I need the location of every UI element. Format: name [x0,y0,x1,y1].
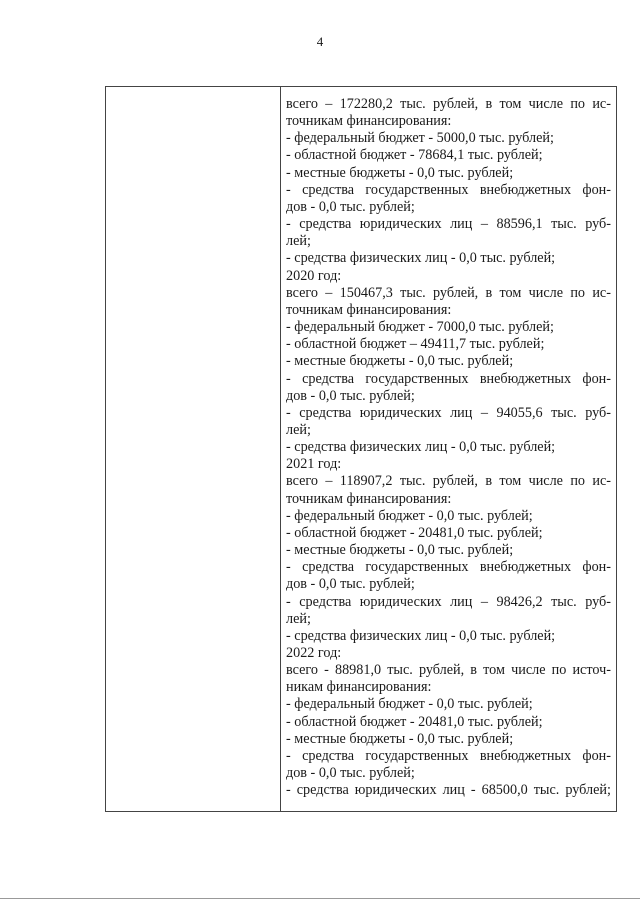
text-line: точникам финансирования: [286,301,452,318]
text-line: дов - 0,0 тыс. рублей; [286,765,415,782]
text-line: - федеральный бюджет - 0,0 тыс. рублей; [286,507,533,524]
text-line: - средства физических лиц - 0,0 тыс. рублей; [286,627,556,644]
text-line: - местные бюджеты - 0,0 тыс. рублей; [286,353,514,370]
text-line: - средства юридических лиц – 94055,6 тыс. руб- [286,404,611,421]
text-line: лей; [286,233,311,250]
text-line: - средства юридических лиц – 98426,2 тыс. руб- [286,593,611,610]
text-line: всего – 150467,3 тыс. рублей, в том числе по ис- [286,284,611,301]
text-line: дов - 0,0 тыс. рублей; [286,387,415,404]
funding-table [105,86,617,812]
text-line: - средства государственных внебюджетных фон- [286,559,611,576]
text-line: лей; [286,610,311,627]
text-line: - средства физических лиц - 0,0 тыс. рублей; [286,439,556,456]
text-line: - средства государственных внебюджетных фон- [286,747,611,764]
text-line: дов - 0,0 тыс. рублей; [286,576,415,593]
text-line: - местные бюджеты - 0,0 тыс. рублей; [286,542,514,559]
text-line: - областной бюджет – 49411,7 тыс. рублей; [286,336,545,353]
text-line: - средства юридических лиц - 68500,0 тыс. рублей; [286,782,611,799]
text-line: - средства физических лиц - 0,0 тыс. рублей; [286,250,556,267]
text-line: - областной бюджет - 78684,1 тыс. рублей; [286,147,543,164]
text-line: точникам финансирования: [286,113,452,130]
text-line: всего - 88981,0 тыс. рублей, в том числе по источ- [286,662,611,679]
text-line: никам финансирования: [286,679,432,696]
text-line: 2022 год: [286,645,342,661]
text-line: - местные бюджеты - 0,0 тыс. рублей; [286,730,514,747]
text-line: - средства государственных внебюджетных фон- [286,370,611,387]
text-line: - федеральный бюджет - 7000,0 тыс. рублей; [286,319,554,336]
page-number: 4 [316,34,324,49]
text-line: всего – 118907,2 тыс. рублей, в том числе по ис- [286,473,611,490]
text-line: - областной бюджет - 20481,0 тыс. рублей; [286,524,543,541]
text-line: 2020 год: [286,267,342,284]
text-line: - средства государственных внебюджетных фон- [286,181,611,198]
text-line: - средства юридических лиц – 88596,1 тыс. руб- [286,216,611,233]
text-line: - местные бюджеты - 0,0 тыс. рублей; [286,164,514,181]
bottom-scan-line [0,898,640,899]
text-line: - областной бюджет - 20481,0 тыс. рублей; [286,713,543,730]
text-line: дов - 0,0 тыс. рублей; [286,198,415,215]
column-divider [280,87,281,811]
text-line: - федеральный бюджет - 5000,0 тыс. рублей; [286,130,554,147]
text-line: - федеральный бюджет - 0,0 тыс. рублей; [286,696,533,713]
text-line: точникам финансирования: [286,490,452,507]
text-line: всего – 172280,2 тыс. рублей, в том числе по ис- [286,96,611,112]
text-line: 2021 год: [286,456,342,473]
funding-cell [286,96,611,799]
text-line: лей; [286,421,311,438]
